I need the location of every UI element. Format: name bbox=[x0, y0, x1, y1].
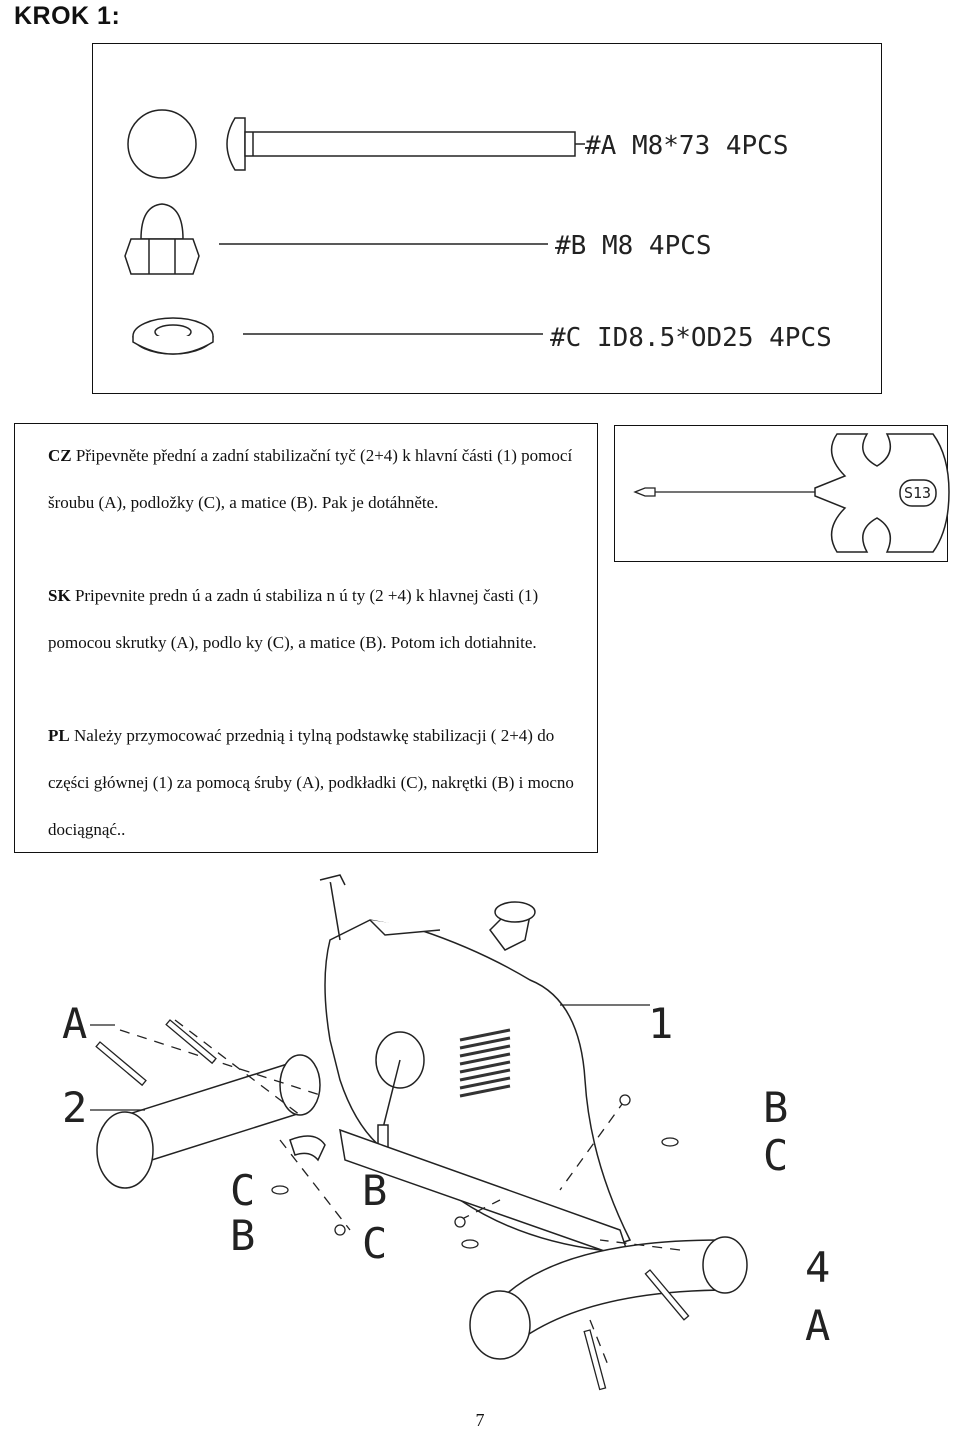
tool-illustration bbox=[615, 426, 949, 563]
screwdriver-icon bbox=[635, 488, 815, 496]
instruction-sk bbox=[48, 572, 584, 666]
parts-illustration bbox=[93, 44, 883, 395]
label-c-mid: C bbox=[362, 1219, 388, 1268]
label-b-left: B bbox=[230, 1211, 256, 1260]
nut-b-icon bbox=[125, 204, 199, 274]
label-b-right: B bbox=[763, 1083, 789, 1132]
lang-code-pl: PL bbox=[48, 726, 70, 745]
washer-c-icon bbox=[133, 318, 213, 354]
tool-box bbox=[614, 425, 948, 562]
lang-code-cz: CZ bbox=[48, 446, 72, 465]
page-heading: KROK 1: bbox=[14, 2, 121, 30]
instruction-pl-text: Należy przymocować przednią i tylną podstawkę stabilizacji ( 2+4) do części głównej (1) za pomocą śruby (A), podkładki (C), nakrętki (B) i mocno dociągnąć.. bbox=[48, 726, 574, 839]
label-four: 4 bbox=[805, 1243, 831, 1292]
instruction-cz bbox=[48, 432, 584, 526]
front-stabilizer-icon bbox=[470, 1237, 747, 1359]
label-a-right: A bbox=[805, 1301, 831, 1350]
bolt-a-icon bbox=[128, 110, 575, 178]
wrench-size-label: S13 bbox=[904, 484, 932, 502]
lang-code-sk: SK bbox=[48, 586, 71, 605]
instruction-sk-text: Pripevnite predn ú a zadn ú stabiliza n ú ty (2 +4) k hlavnej časti (1) pomocou skrutky (A), podlo ky (C), a matice (B). Potom ich dotiahnite. bbox=[48, 586, 539, 652]
instructions-box bbox=[14, 423, 598, 853]
parts-list-box bbox=[92, 43, 882, 394]
part-a-label: #A M8*73 4PCS bbox=[585, 131, 789, 161]
label-b-mid: B bbox=[362, 1166, 388, 1215]
page-number: 7 bbox=[475, 1410, 485, 1430]
part-b-label: #B M8 4PCS bbox=[555, 231, 712, 261]
label-c-right: C bbox=[763, 1131, 789, 1180]
assembly-diagram bbox=[0, 860, 960, 1420]
instruction-cz-text: Připevněte přední a zadní stabilizační tyč (2+4) k hlavní části (1) pomocí šroubu (A), podložky (C), a matice (B). Pak je dotáhněte. bbox=[48, 446, 573, 512]
instruction-pl bbox=[48, 712, 584, 853]
label-a-left: A bbox=[62, 999, 88, 1048]
label-c-left: C bbox=[230, 1166, 256, 1215]
label-two: 2 bbox=[62, 1083, 88, 1132]
part-c-label: #C ID8.5*OD25 4PCS bbox=[550, 323, 832, 353]
label-one: 1 bbox=[648, 999, 674, 1048]
